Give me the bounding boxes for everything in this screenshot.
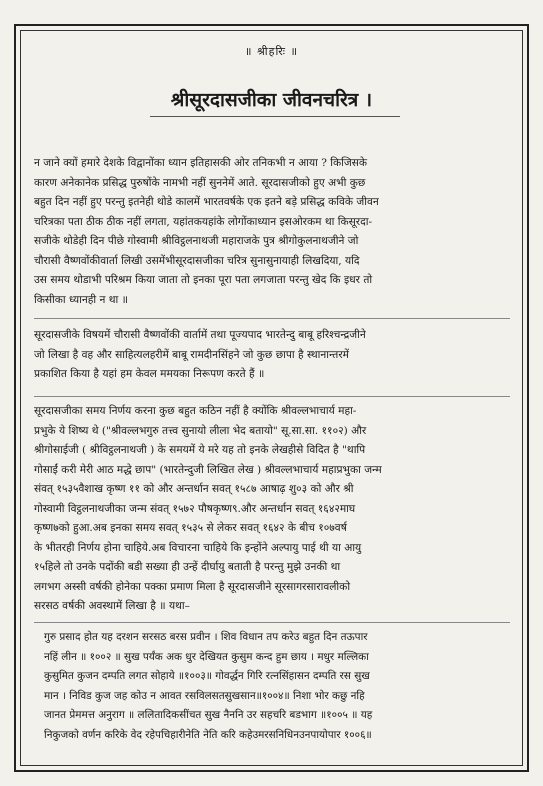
verse-line: नहिं लीन ॥ १००२ ॥ सुख पर्यंक अक धुर देखियत कुसुम कन्द हुम छाय । मधुर मल्लिका (44, 650, 369, 663)
paragraph-introduction (34, 154, 510, 310)
text-line: सूरदासजीके विषयमें चौरासी वैष्णवोंकी वार्तामें तथा पूज्यपाद भारतेन्दु बाबू हरिश्चन्द्रजीने (34, 329, 366, 341)
text-line: कारण अनेकानेक प्रसिद्ध पुरुषोंके नामभी नहीं सुननेमें आते. सूरदासजीको हुए अभी कुछ (34, 176, 366, 189)
text-line: गोसाईं करी मेरी आठ मद्धे छाप" (भारतेन्दुजी लिखित लेख ) श्रीवल्लभाचार्य महाप्रभुका जन्म (34, 463, 382, 476)
text-line: संवत् १५३५वैशाख कृष्ण ११ को और अन्तर्धान सवत् १५८७ आषाढ़ शु०३ को और श्री (34, 483, 354, 495)
text-line: किसीका ध्यानही न था ॥ (34, 293, 128, 306)
text-line: के भीतरही निर्णय होना चाहिये.अब विचारना चाहिये कि इन्होंने अल्पायु पाई थी या आयु (34, 541, 362, 554)
text-line: श्रीगोसाईजी ( श्रीविट्ठलनाथजी ) के समयमें ये मरे यह तो इनके लेखहीसे विदित है "थापि (34, 444, 366, 456)
invocation-header: ॥ श्रीहरिः ॥ (244, 45, 299, 58)
text-line: बहुत दिन नहीं हुए परन्तु इतनेही थोडे कालमें भारतवर्षके एक इतने बड़े प्रसिद्ध कविके जीवन (34, 196, 379, 208)
text-line: कृष्ण७को हुआ.अब इनका समय सवत् १५३५ से लेकर सवत् १६४२ के बीच १०७वर्ष (34, 522, 347, 534)
text-line: जो लिखा है वह और साहित्यलहरीमें बाबू रामदीनसिंहने जो कुछ छापा है स्थानान्तरमें (34, 348, 350, 361)
section-divider (34, 318, 510, 319)
verse-quotation (44, 628, 506, 746)
text-line: न जाने क्यों हमारे देशके विद्वानोंका ध्यान इतिहासकी ओर तनिकभी न आया ? किजिसके (34, 157, 368, 169)
paragraph-sources (34, 326, 510, 385)
text-line: सरसठ वर्षकी अवस्थामें लिखा है ॥ यथा– (34, 600, 190, 612)
verse-line: जानत प्रेममत्त अनुराग ॥ ललितादिकसींचत सुख नैननि उर सहचरि बडभाग ॥१००५ ॥ यह (44, 709, 373, 722)
title-rule (150, 116, 400, 117)
text-line: १५हिले तो उनके पदोंकी बडी सख्या ही उन्हें दीर्घायु बताती है परन्तु मुझे उनकी था (34, 561, 341, 573)
text-line: सूरदासजीका समय निर्णय करना कुछ बहुत कठिन नहीं है क्योंकि श्रीवल्लभाचार्य महा- (34, 405, 357, 417)
text-line: चरित्रका पता ठीक ठीक नहीं लगता, यहांतकयहांके लोगोंकाध्यान इसओरकम था किसूरदा- (34, 215, 373, 228)
text-line: सजीके थोडेही दिन पीछे गोस्वामी श्रीविट्ठलनाथजी महाराजके पुत्र श्रीगोकुलनाथजीने जो (34, 235, 359, 247)
verse-line: मान । निविड कुज जह कोउ न आवत रसविलसतसुखसान॥१००४॥ निशा भोर कछु नहि (44, 689, 365, 702)
verse-line: गुरु प्रसाद होत यह दरशन सरसठ बरस प्रवीन । शिव विधान तप करेउ बहुत दिन तऊपार (44, 631, 368, 643)
section-divider (34, 622, 510, 623)
text-line: गोस्वामी विट्ठलनाथजीका जन्म संवत् १५७२ पौषकृष्ण९.और अन्तर्धान सवत् १६४२माघ (34, 502, 356, 515)
section-divider (34, 396, 510, 397)
text-line: प्रकाशित किया है यहां हम केवल ममयका निरूपण करते हैं ॥ (34, 368, 265, 380)
text-line: चौरासी वैष्णवोंकीवार्ता लिखी उसमेंभीसूरदासजीका चरित्र सुनासुनायाही लिखदिया, यदि (34, 254, 360, 267)
verse-line: कुसुमित कुजन दम्पति लगत सोहाये ॥१००३॥ गोवर्द्धन गिरि रत्नसिंहासन दम्पति रस सुख (44, 670, 370, 683)
text-line: प्रभुके ये शिष्य थे ("श्रीवल्लभगुरु तत्त्व सुनायो लीला भेद बतायो" सू.सा.सा. ११०२) और (34, 424, 367, 437)
text-line: लगभग अस्सी वर्षकी होनेका पक्का प्रमाण मिला है सूरदासजीने सूरसागरसारावलीको (34, 580, 351, 593)
verse-line: निकुजको वर्णन करिके वेद रहेपचिहारीनेति नेति करि कहेउमरसनिधिनउनपायोपार १००६॥ (44, 728, 372, 741)
text-line: उस समय थोडाभी परिश्रम किया जाता तो इनका पूरा पता लगजाता परन्तु खेद कि इधर तो (34, 274, 373, 286)
paragraph-time-determination (34, 402, 510, 617)
page-title: श्रीसूरदासजीका जीवनचरित्र । (170, 89, 373, 111)
